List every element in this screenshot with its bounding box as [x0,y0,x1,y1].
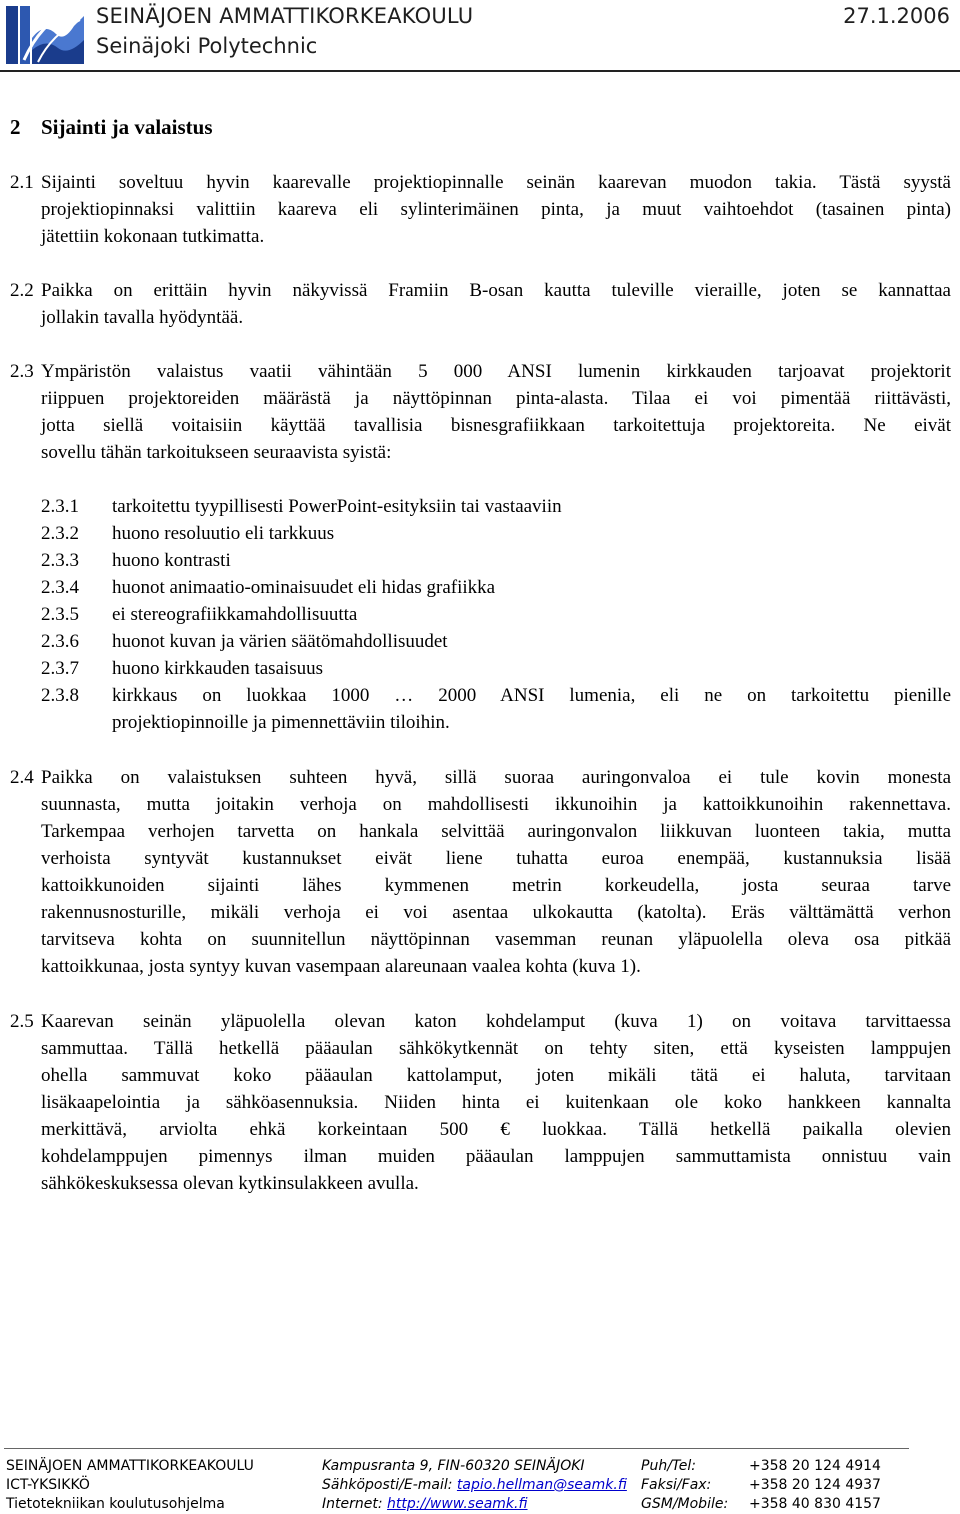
text-line: kattoikkunoiden sijainti lähes kymmenen metrin korkeudella, josta seuraa tarve [41,875,951,896]
item-number: 2.3.3 [41,550,79,571]
item-text: huono kontrasti [112,550,231,571]
website-link[interactable]: http://www.seamk.fi [387,1496,528,1512]
paragraph-number: 2.3 [10,361,34,382]
item-number: 2.3.1 [41,496,79,517]
text-line: kohdelamppujen pimennys ilman muiden pääaulan lamppujen sammuttamista onnistuu vain [41,1146,951,1167]
item-text: huonot animaatio-ominaisuudet eli hidas grafiikka [112,577,496,598]
text-line: projektiopinnaksi valittiin kaareva eli sylinterimäinen pinta, ja muut vaihtoehdot (tasainen pinta) [41,199,951,220]
email-label: Sähköposti/E-mail: [322,1477,457,1493]
section-heading [10,115,213,140]
paragraph-number: 2.5 [10,1011,34,1032]
seamk-logo [4,4,86,66]
header-date: 27.1.2006 [843,4,950,28]
text-line: verhoista syntyvät kustannukset eivät liene tuhatta euroa enempää, kustannuksia lisää [41,848,951,869]
header-organization: SEINÄJOEN AMMATTIKORKEAKOULU [96,4,474,28]
paragraph-2-5 [10,1008,951,1197]
text-line: lisäkaapelointia ja sähköasennuksia. Niiden hinta ei kuitenkaan ole koko hankkeen kannalta [41,1092,951,1113]
item-number: 2.3.8 [41,685,79,706]
footer-program: Tietotekniikan koulutusohjelma [6,1496,225,1512]
footer-phone-labels [641,1457,728,1514]
item-number: 2.3.5 [41,604,79,625]
footer-internet-row [322,1495,627,1514]
text-line: suunnasta, mutta joitakin verhoja on mahdollisesti ikkunoihin ja kattoikkunoihin rakennettava. [41,794,951,815]
text-line: merkittävä, arviolta ehkä korkeintaan 500 € luokkaa. Tällä hetkellä paikalla olevien [41,1119,951,1140]
text-line: Sijainti soveltuu hyvin kaarevalle projektiopinnalle seinän kaarevan muodon takia. Tästä syystä [41,172,951,193]
item-number: 2.3.6 [41,631,79,652]
paragraph-number: 2.1 [10,172,34,193]
text-line: jollakin tavalla hyödyntää. [41,307,244,328]
email-link[interactable]: tapio.hellman@seamk.fi [456,1477,627,1493]
paragraph-2-3 [10,358,951,466]
text-line: Kaarevan seinän yläpuolella olevan katon kohdelamput (kuva 1) on voitava tarvittaessa [41,1011,951,1032]
header-subtitle: Seinäjoki Polytechnic [96,34,318,58]
phone-label: Puh/Tel: [641,1458,696,1474]
text-line: jätettiin kokonaan tutkimatta. [41,226,265,247]
fax-label: Faksi/Fax: [641,1477,712,1493]
item-text: tarkoitettu tyypillisesti PowerPoint-esityksiin tai vastaaviin [112,496,562,517]
footer-org-name: SEINÄJOEN AMMATTIKORKEAKOULU [6,1458,254,1474]
item-text-line: kirkkaus on luokkaa 1000 … 2000 ANSI lumenia, eli ne on tarkoitettu pienille [112,685,951,706]
text-line: sovellu tähän tarkoitukseen seuraavista syistä: [41,442,392,463]
item-number: 2.3.7 [41,658,79,679]
text-line: Tarkempaa verhojen tarvetta on hankala selvittää auringonvalon liikkuvan luonteen takia, mutta [41,821,951,842]
paragraph-2-2 [10,277,951,331]
mobile-label: GSM/Mobile: [641,1496,729,1512]
item-text: huono kirkkauden tasaisuus [112,658,324,679]
text-line: riippuen projektoreiden määrästä ja näyttöpinnan pinta-alasta. Tilaa ei voi pimentää riittävästi, [41,388,951,409]
footer-phone-numbers [749,1457,881,1514]
item-text: ei stereografiikkamahdollisuutta [112,604,358,625]
item-number: 2.3.2 [41,523,79,544]
paragraph-2-1 [10,169,951,250]
footer-contact [322,1457,627,1514]
text-line: tarvitseva kohta on suunnitellun näyttöpinnan vasemman reunan yläpuolella oleva osa pitkää [41,929,951,950]
item-number: 2.3.4 [41,577,79,598]
footer-address: Kampusranta 9, FIN-60320 SEINÄJOKI [322,1458,585,1474]
item-text: huono resoluutio eli tarkkuus [112,523,335,544]
text-line: sammuttaa. Tällä hetkellä pääaulan sähkökytkennät on tehty siten, että kyseisten lamppujen [41,1038,951,1059]
section-number: 2 [10,115,21,139]
paragraph-number: 2.4 [10,767,34,788]
section-title: Sijainti ja valaistus [41,115,213,139]
footer-unit: ICT-YKSIKKÖ [6,1477,90,1493]
text-line: Paikka on valaistuksen suhteen hyvä, sillä suoraa auringonvaloa ei tule kovin monesta [41,767,951,788]
mobile-number: +358 40 830 4157 [749,1496,881,1512]
internet-label: Internet: [322,1496,388,1512]
text-line: kattoikkunaa, josta syntyy kuvan vasempaan alareunaan vaalea kohta (kuva 1). [41,956,641,977]
footer-organization [6,1457,254,1514]
text-line: Ympäristön valaistus vaatii vähintään 5 000 ANSI lumenin kirkkauden tarjoavat projektorit [41,361,951,382]
item-text-line: projektiopinnoille ja pimennettäviin tiloihin. [112,712,450,733]
fax-number: +358 20 124 4937 [749,1477,881,1493]
phone-number: +358 20 124 4914 [749,1458,881,1474]
text-line: Paikka on erittäin hyvin näkyvissä Framiin B-osan kautta tuleville vieraille, joten se kannattaa [41,280,951,301]
text-line: jotta siellä voitaisiin käyttää tavallisia bisnesgrafiikkaan tarkoitettuja projektoreita. Ne eivät [41,415,951,436]
text-line: sähkökeskuksessa olevan kytkinsulakkeen avulla. [41,1173,419,1194]
item-text: huonot kuvan ja värien säätömahdollisuudet [112,631,448,652]
text-line: ohella sammuvat koko pääaulan kattolamput, joten mikäli tätä ei haluta, tarvitaan [41,1065,951,1086]
footer-email-row [322,1476,627,1495]
text-line: rakennusnosturille, mikäli verhoja ei voi asentaa ulkokautta (katolta). Eräs välttämättä verhon [41,902,951,923]
footer-divider [4,1448,909,1449]
paragraph-2-4 [10,764,951,980]
header-divider [0,70,960,72]
paragraph-number: 2.2 [10,280,34,301]
